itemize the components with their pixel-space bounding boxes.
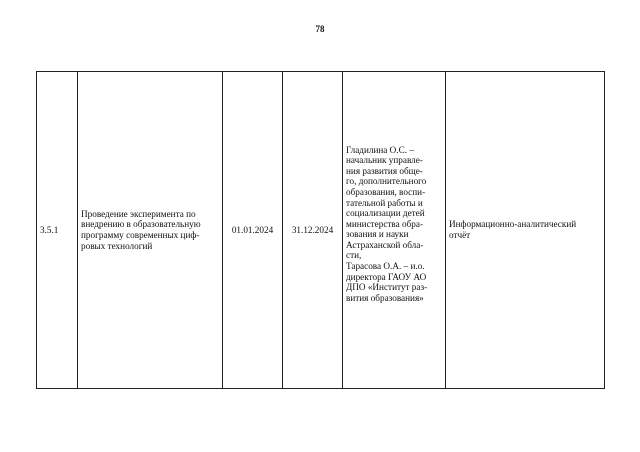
responsible-cell	[343, 72, 446, 389]
responsible-line: министерства обра-	[346, 218, 424, 229]
end-date-cell: 31.12.2024	[283, 72, 343, 389]
responsible-line: сти,	[346, 250, 362, 261]
result-line: отчёт	[449, 230, 471, 240]
responsible-line: начальник управле-	[346, 155, 423, 166]
event-name-line: программу современных циф-	[81, 230, 200, 240]
responsible-line: тательной работы и	[346, 197, 423, 208]
responsible-text	[346, 145, 442, 304]
responsible-line: директора ГАОУ АО	[346, 271, 427, 282]
responsible-line: Тарасова О.А. – и.о.	[346, 261, 425, 272]
result-line: Информационно-аналитический	[449, 219, 577, 230]
item-number-cell: 3.5.1	[37, 72, 78, 389]
responsible-line: го, дополнительного	[346, 176, 427, 187]
event-name-line: Проведение эксперимента по	[81, 208, 196, 219]
responsible-line: образования, воспи-	[346, 186, 426, 197]
responsible-line: Астраханской обла-	[346, 239, 424, 250]
result-cell	[446, 72, 605, 389]
table-row	[37, 72, 605, 389]
responsible-line: Гладилина О.С. –	[346, 144, 414, 155]
responsible-line: ДПО «Институт раз-	[346, 282, 428, 293]
responsible-line: ния развития обще-	[346, 165, 423, 176]
event-name-cell	[78, 72, 223, 389]
event-name-line: ровых технологий	[81, 240, 153, 251]
page-number: 78	[315, 24, 325, 34]
responsible-line: вития образования»	[346, 292, 424, 303]
plan-table	[36, 71, 605, 389]
start-date-cell: 01.01.2024	[223, 72, 283, 389]
responsible-line: социализации детей	[346, 208, 425, 219]
responsible-line: зования и науки	[346, 229, 409, 240]
event-name-line: внедрению в образовательную	[81, 219, 201, 230]
